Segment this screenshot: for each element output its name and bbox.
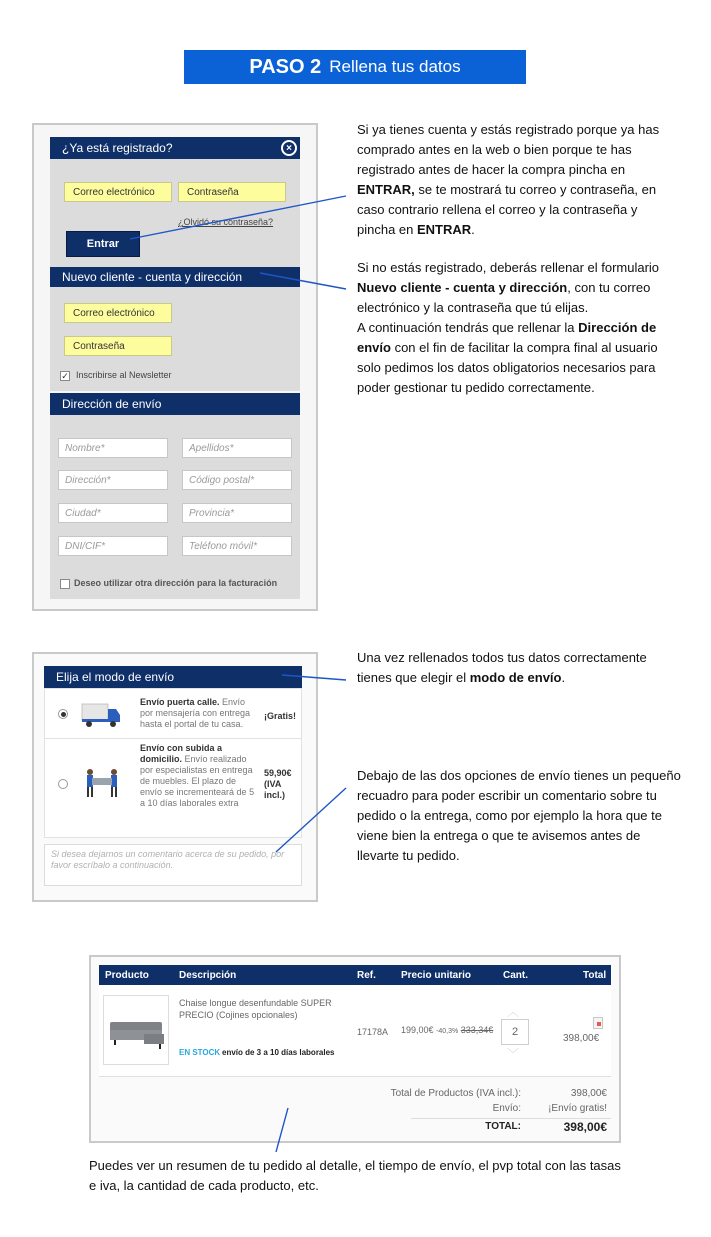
explain-comment-text: Debajo de las dos opciones de envío tienes un pequeño recuadro para poder escribir un comentario sobre tu pedido o la entrega, como por ejemplo la hora que te viene bien la entrega o que te avisemos antes de llevarte tu pedido.: [357, 768, 681, 863]
shipping-method-title: Elija el modo de envío: [56, 670, 175, 684]
step-number: PASO 2: [249, 55, 322, 78]
products-total-value: 398,00€: [570, 1088, 607, 1099]
delivery-time: envío de 3 a 10 días laborales: [222, 1048, 335, 1057]
login-password-input[interactable]: Contraseña: [178, 182, 286, 202]
option2-description: Envío con subida a domicilio. Envío realizado por especialistas en entrega de muebles. El plazo de envío se incrementeará de 5 a 10 días laborales extra: [140, 743, 255, 808]
close-icon[interactable]: ×: [281, 140, 297, 156]
pointer-line-new-client: [260, 273, 346, 289]
explain-new-client-text: Si no estás registrado, deberás rellenar el formulario Nuevo cliente - cuenta y dirección, con tu correo electrónico y la contraseña que tú elijas. A continuación tendrás que rellenar la Dirección de envío con el fin de facilitar la compra final al usuario solo pedimos los datos obligatorios necesarios para poder gestionar tu pedido correctamente.: [357, 260, 660, 395]
header-unit-price: Precio unitario: [401, 970, 472, 981]
unit-price: 199,00€ -40,3% 333,34€: [401, 1025, 494, 1035]
field-codigo-postal[interactable]: Código postal*: [182, 470, 292, 490]
products-total-label: Total de Productos (IVA incl.):: [390, 1088, 521, 1099]
grand-total-value: 398,00€: [563, 1120, 607, 1134]
field-ciudad[interactable]: Ciudad*: [58, 503, 168, 523]
login-email-input[interactable]: Correo electrónico: [64, 182, 172, 202]
option1-description: Envío puerta calle. Envío por mensajería con entrega hasta el portal de tu casa.: [140, 697, 251, 729]
stock-badge: EN STOCK: [179, 1048, 221, 1057]
header-description: Descripción: [179, 970, 237, 981]
shipping-address-title: Dirección de envío: [62, 397, 162, 411]
product-name[interactable]: Chaise longue desenfundable SUPER PRECIO (Cojines opcionales): [179, 998, 332, 1020]
option1-price: ¡Gratis!: [264, 711, 297, 721]
field-dni-cif[interactable]: DNI/CIF*: [58, 536, 168, 556]
registered-title: ¿Ya está registrado?: [62, 141, 173, 155]
field-apellidos[interactable]: Apellidos*: [182, 438, 292, 458]
item-total: 398,00€: [563, 1033, 600, 1044]
old-price: 333,34€: [460, 1025, 494, 1035]
entrar-button[interactable]: Entrar: [66, 231, 140, 257]
header-qty: Cant.: [503, 970, 528, 981]
pointer-line-comment: [276, 788, 346, 852]
billing-label: Deseo utilizar otra dirección para la facturación: [74, 578, 278, 588]
qty-decrease-icon[interactable]: ﹀: [507, 1047, 520, 1061]
newsletter-checkbox[interactable]: ✓: [61, 371, 69, 381]
field-direccion[interactable]: Dirección*: [58, 470, 168, 490]
pointer-line-shipping: [282, 675, 346, 680]
order-comment-textarea[interactable]: Si desea dejarnos un comentario acerca de su pedido, por favor escríbalo a continuación.: [44, 844, 302, 886]
new-client-title: Nuevo cliente - cuenta y dirección: [62, 270, 243, 284]
qty-input[interactable]: 2: [501, 1019, 529, 1045]
shipping-value: ¡Envío gratis!: [548, 1103, 607, 1114]
step-title: Rellena tus datos: [329, 57, 461, 76]
forgot-password-link[interactable]: ¿Olvidó su contraseña?: [178, 217, 274, 227]
header-total: Total: [583, 970, 607, 981]
shipping-label: Envío:: [492, 1103, 521, 1114]
grand-total-label: TOTAL:: [485, 1121, 521, 1132]
pointer-line-login: [130, 196, 346, 239]
explain-shipping-text: Una vez rellenados todos tus datos correctamente tienes que elegir el modo de envío.: [357, 650, 647, 685]
header-ref: Ref.: [357, 970, 376, 981]
field-nombre[interactable]: Nombre*: [58, 438, 168, 458]
newsletter-label: Inscribirse al Newsletter: [76, 370, 172, 380]
pointer-line-cart: [276, 1108, 288, 1152]
explain-login-text: Si ya tienes cuenta y estás registrado porque ya has comprado antes en la web o bien porque te has registrado antes de hacer la compra pincha en ENTRAR, se te mostrará tu correo y contraseña, en caso contrario rellena el correo y la contraseña y pincha en ENTRAR.: [357, 122, 660, 237]
option2-price: 59,90€ (IVA incl.): [264, 768, 292, 800]
new-password-input[interactable]: Contraseña: [64, 336, 172, 356]
explain-cart-text: Puedes ver un resumen de tu pedido al detalle, el tiempo de envío, el pvp total con las tasas e iva, la cantidad de cada producto, etc.: [89, 1158, 621, 1193]
qty-increase-icon[interactable]: ︿: [507, 1005, 520, 1019]
discount-percent: -40,3%: [436, 1028, 459, 1035]
new-email-input[interactable]: Correo electrónico: [64, 303, 172, 323]
field-telefono[interactable]: Teléfono móvil*: [182, 536, 292, 556]
header-product: Producto: [105, 970, 149, 981]
field-provincia[interactable]: Provincia*: [182, 503, 292, 523]
product-ref: 17178A: [357, 1027, 389, 1037]
